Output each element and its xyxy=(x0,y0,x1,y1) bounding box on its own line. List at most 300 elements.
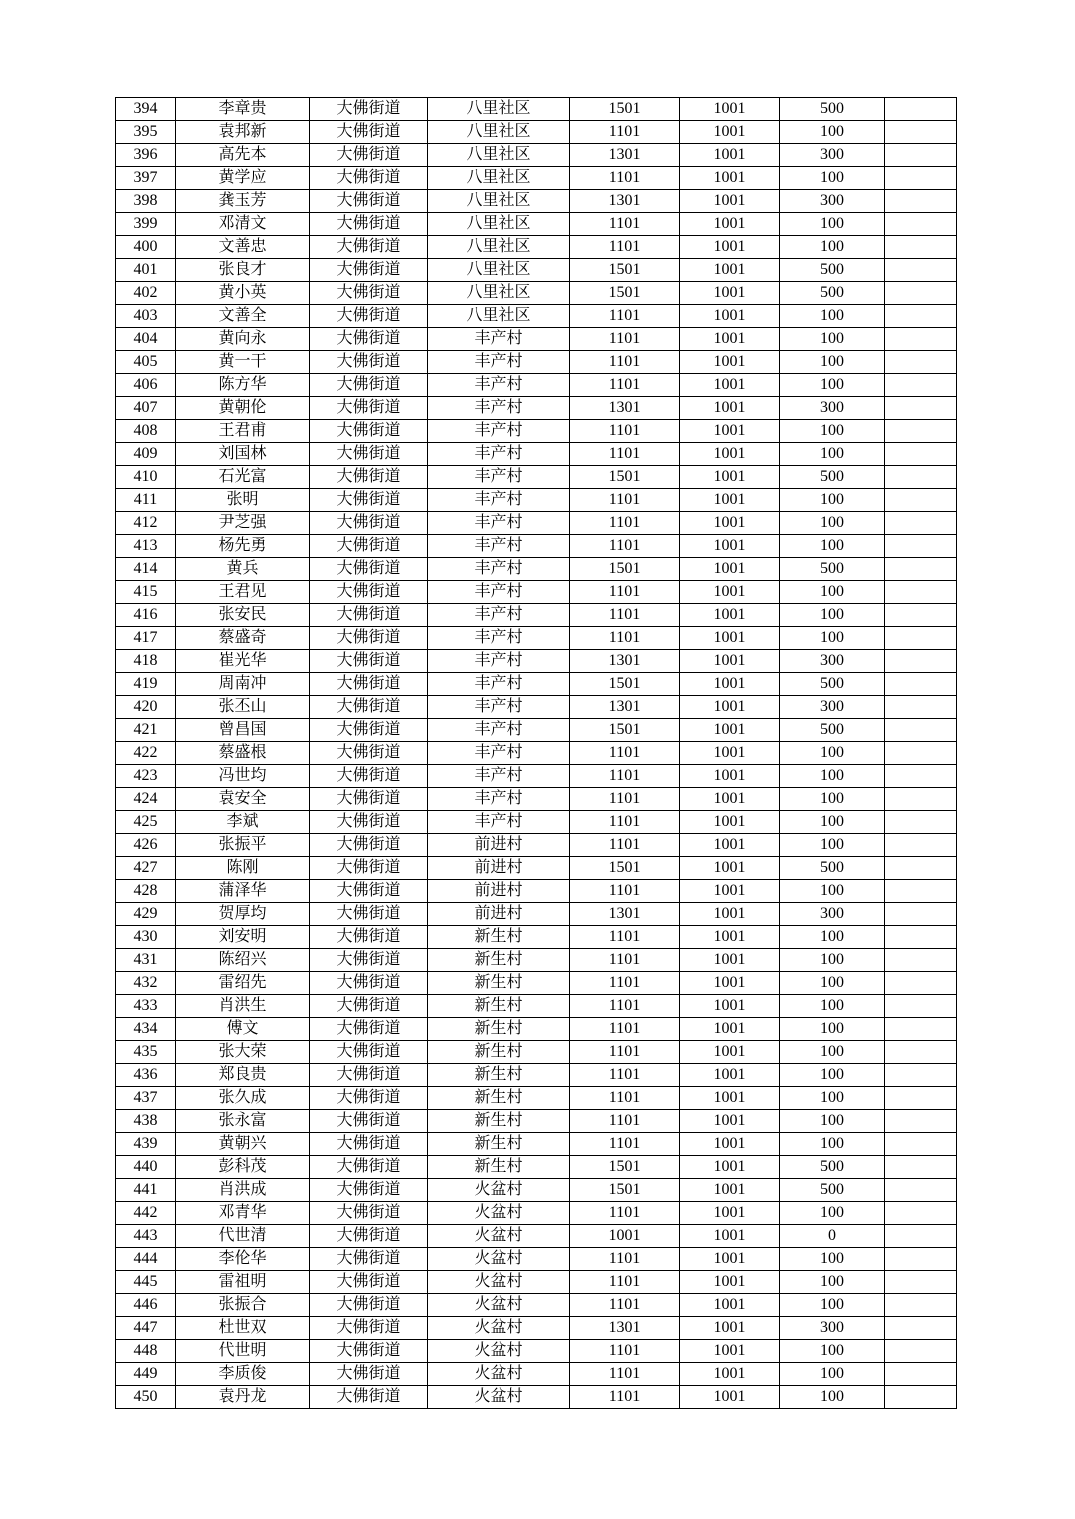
table-cell: 1101 xyxy=(570,213,680,236)
table-cell: 1001 xyxy=(680,466,780,489)
table-cell: 大佛街道 xyxy=(310,466,428,489)
table-cell: 大佛街道 xyxy=(310,880,428,903)
table-cell: 大佛街道 xyxy=(310,213,428,236)
table-cell: 1101 xyxy=(570,1340,680,1363)
table-cell: 500 xyxy=(780,466,885,489)
table-cell: 1101 xyxy=(570,1133,680,1156)
table-cell: 1101 xyxy=(570,1064,680,1087)
table-cell: 大佛街道 xyxy=(310,1110,428,1133)
table-cell: 雷祖明 xyxy=(176,1271,310,1294)
table-cell: 大佛街道 xyxy=(310,121,428,144)
table-cell: 新生村 xyxy=(428,926,570,949)
table-row xyxy=(116,1087,957,1110)
table-cell: 100 xyxy=(780,581,885,604)
table-row xyxy=(116,1340,957,1363)
table-cell xyxy=(885,121,957,144)
table-row xyxy=(116,1271,957,1294)
table-cell xyxy=(885,1340,957,1363)
table-cell: 1101 xyxy=(570,1202,680,1225)
table-cell: 丰产村 xyxy=(428,673,570,696)
table-cell xyxy=(885,1271,957,1294)
table-cell: 丰产村 xyxy=(428,420,570,443)
table-cell: 1101 xyxy=(570,581,680,604)
table-cell: 八里社区 xyxy=(428,305,570,328)
table-cell: 大佛街道 xyxy=(310,1133,428,1156)
table-cell: 八里社区 xyxy=(428,282,570,305)
table-row xyxy=(116,696,957,719)
table-cell: 500 xyxy=(780,719,885,742)
table-cell: 300 xyxy=(780,903,885,926)
table-cell: 八里社区 xyxy=(428,236,570,259)
table-cell xyxy=(885,282,957,305)
table-row xyxy=(116,420,957,443)
table-cell: 大佛街道 xyxy=(310,1064,428,1087)
table-cell: 1101 xyxy=(570,374,680,397)
table-cell: 丰产村 xyxy=(428,443,570,466)
table-cell: 大佛街道 xyxy=(310,926,428,949)
table-cell: 432 xyxy=(116,972,176,995)
table-cell xyxy=(885,144,957,167)
table-row xyxy=(116,282,957,305)
table-cell: 大佛街道 xyxy=(310,1202,428,1225)
table-cell: 500 xyxy=(780,1179,885,1202)
table-cell: 1301 xyxy=(570,696,680,719)
table-cell: 100 xyxy=(780,420,885,443)
table-cell xyxy=(885,926,957,949)
table-cell: 426 xyxy=(116,834,176,857)
table-cell: 傅文 xyxy=(176,1018,310,1041)
table-cell: 大佛街道 xyxy=(310,351,428,374)
table-cell: 大佛街道 xyxy=(310,558,428,581)
table-cell xyxy=(885,949,957,972)
table-cell: 1101 xyxy=(570,1363,680,1386)
table-cell: 100 xyxy=(780,512,885,535)
table-cell xyxy=(885,1294,957,1317)
table-cell: 100 xyxy=(780,1202,885,1225)
table-cell xyxy=(885,765,957,788)
table-cell: 贺厚均 xyxy=(176,903,310,926)
table-cell: 100 xyxy=(780,788,885,811)
table-row xyxy=(116,604,957,627)
table-cell: 500 xyxy=(780,1156,885,1179)
table-cell: 张久成 xyxy=(176,1087,310,1110)
table-cell: 409 xyxy=(116,443,176,466)
table-cell: 1001 xyxy=(680,1087,780,1110)
table-cell: 周南冲 xyxy=(176,673,310,696)
table-cell: 410 xyxy=(116,466,176,489)
table-cell: 1501 xyxy=(570,466,680,489)
table-cell: 王君甫 xyxy=(176,420,310,443)
table-cell: 441 xyxy=(116,1179,176,1202)
table-cell: 1101 xyxy=(570,765,680,788)
table-cell: 丰产村 xyxy=(428,512,570,535)
table-cell: 416 xyxy=(116,604,176,627)
table-cell xyxy=(885,259,957,282)
table-cell xyxy=(885,466,957,489)
table-cell: 1001 xyxy=(680,167,780,190)
table-cell xyxy=(885,696,957,719)
roster-table xyxy=(115,97,957,1409)
table-cell: 新生村 xyxy=(428,972,570,995)
table-cell: 八里社区 xyxy=(428,144,570,167)
table-cell: 新生村 xyxy=(428,1110,570,1133)
table-cell: 424 xyxy=(116,788,176,811)
table-cell: 419 xyxy=(116,673,176,696)
table-cell xyxy=(885,1041,957,1064)
table-cell: 394 xyxy=(116,98,176,121)
table-cell: 大佛街道 xyxy=(310,1018,428,1041)
table-cell: 100 xyxy=(780,328,885,351)
table-row xyxy=(116,144,957,167)
table-cell: 100 xyxy=(780,1340,885,1363)
table-row xyxy=(116,834,957,857)
table-cell: 100 xyxy=(780,1363,885,1386)
table-cell: 丰产村 xyxy=(428,535,570,558)
table-cell xyxy=(885,443,957,466)
table-cell: 大佛街道 xyxy=(310,305,428,328)
table-row xyxy=(116,213,957,236)
table-cell: 100 xyxy=(780,1064,885,1087)
table-cell: 100 xyxy=(780,1110,885,1133)
table-cell: 火盆村 xyxy=(428,1248,570,1271)
table-cell: 1101 xyxy=(570,236,680,259)
table-cell: 500 xyxy=(780,259,885,282)
table-cell xyxy=(885,650,957,673)
table-cell: 1001 xyxy=(680,1064,780,1087)
table-cell: 500 xyxy=(780,282,885,305)
table-cell: 1001 xyxy=(680,259,780,282)
table-cell: 1101 xyxy=(570,880,680,903)
table-cell: 大佛街道 xyxy=(310,673,428,696)
table-cell: 437 xyxy=(116,1087,176,1110)
table-cell: 张安民 xyxy=(176,604,310,627)
table-cell: 418 xyxy=(116,650,176,673)
table-row xyxy=(116,236,957,259)
table-cell: 火盆村 xyxy=(428,1294,570,1317)
table-cell: 新生村 xyxy=(428,1041,570,1064)
table-cell: 415 xyxy=(116,581,176,604)
table-cell: 袁丹龙 xyxy=(176,1386,310,1409)
table-cell: 陈刚 xyxy=(176,857,310,880)
table-row xyxy=(116,1179,957,1202)
table-cell: 396 xyxy=(116,144,176,167)
table-cell: 张振平 xyxy=(176,834,310,857)
table-cell: 丰产村 xyxy=(428,650,570,673)
table-cell: 1501 xyxy=(570,1179,680,1202)
table-cell: 大佛街道 xyxy=(310,236,428,259)
table-row xyxy=(116,811,957,834)
table-cell: 大佛街道 xyxy=(310,949,428,972)
table-cell: 大佛街道 xyxy=(310,144,428,167)
table-cell: 401 xyxy=(116,259,176,282)
table-cell: 新生村 xyxy=(428,1133,570,1156)
table-cell: 袁安全 xyxy=(176,788,310,811)
table-cell: 300 xyxy=(780,696,885,719)
table-cell xyxy=(885,1087,957,1110)
table-cell: 1001 xyxy=(680,1248,780,1271)
table-cell: 408 xyxy=(116,420,176,443)
table-cell: 1501 xyxy=(570,857,680,880)
table-cell: 大佛街道 xyxy=(310,834,428,857)
table-cell: 300 xyxy=(780,397,885,420)
table-row xyxy=(116,972,957,995)
table-cell: 火盆村 xyxy=(428,1271,570,1294)
table-cell xyxy=(885,1202,957,1225)
table-row xyxy=(116,1202,957,1225)
table-cell xyxy=(885,1110,957,1133)
table-row xyxy=(116,1018,957,1041)
table-cell xyxy=(885,995,957,1018)
table-cell: 100 xyxy=(780,374,885,397)
table-row xyxy=(116,98,957,121)
table-cell: 430 xyxy=(116,926,176,949)
table-cell: 1101 xyxy=(570,512,680,535)
table-cell: 大佛街道 xyxy=(310,535,428,558)
table-cell: 肖洪成 xyxy=(176,1179,310,1202)
table-cell: 丰产村 xyxy=(428,558,570,581)
table-cell: 八里社区 xyxy=(428,121,570,144)
table-cell: 李伦华 xyxy=(176,1248,310,1271)
table-cell: 444 xyxy=(116,1248,176,1271)
table-cell: 邓青华 xyxy=(176,1202,310,1225)
table-cell: 雷绍先 xyxy=(176,972,310,995)
table-cell xyxy=(885,1133,957,1156)
table-cell: 大佛街道 xyxy=(310,972,428,995)
table-cell: 100 xyxy=(780,742,885,765)
table-cell xyxy=(885,1018,957,1041)
table-cell: 陈绍兴 xyxy=(176,949,310,972)
table-cell: 1101 xyxy=(570,420,680,443)
table-cell: 大佛街道 xyxy=(310,98,428,121)
table-cell xyxy=(885,788,957,811)
table-cell xyxy=(885,742,957,765)
table-cell: 100 xyxy=(780,351,885,374)
table-cell: 0 xyxy=(780,1225,885,1248)
table-row xyxy=(116,1156,957,1179)
table-cell: 1001 xyxy=(680,1340,780,1363)
table-cell: 395 xyxy=(116,121,176,144)
table-cell: 1001 xyxy=(680,213,780,236)
table-cell xyxy=(885,374,957,397)
table-cell: 100 xyxy=(780,1271,885,1294)
table-cell: 1301 xyxy=(570,144,680,167)
table-cell: 406 xyxy=(116,374,176,397)
table-cell xyxy=(885,1317,957,1340)
table-cell: 前进村 xyxy=(428,880,570,903)
table-cell: 1001 xyxy=(680,995,780,1018)
table-cell: 新生村 xyxy=(428,995,570,1018)
table-cell xyxy=(885,489,957,512)
table-cell xyxy=(885,811,957,834)
table-cell: 1001 xyxy=(680,880,780,903)
table-cell: 黄学应 xyxy=(176,167,310,190)
table-cell: 1101 xyxy=(570,811,680,834)
table-cell: 李章贵 xyxy=(176,98,310,121)
document-page xyxy=(115,97,957,1409)
table-cell: 大佛街道 xyxy=(310,328,428,351)
table-cell: 1101 xyxy=(570,535,680,558)
table-cell xyxy=(885,167,957,190)
table-row xyxy=(116,673,957,696)
table-cell: 郑良贵 xyxy=(176,1064,310,1087)
table-cell: 436 xyxy=(116,1064,176,1087)
table-cell: 高先本 xyxy=(176,144,310,167)
table-cell: 王君见 xyxy=(176,581,310,604)
table-cell: 1001 xyxy=(680,926,780,949)
table-row xyxy=(116,374,957,397)
table-cell: 1001 xyxy=(680,972,780,995)
table-cell: 445 xyxy=(116,1271,176,1294)
table-cell: 1001 xyxy=(680,1018,780,1041)
table-cell: 1001 xyxy=(680,1179,780,1202)
table-cell: 414 xyxy=(116,558,176,581)
table-cell: 100 xyxy=(780,1018,885,1041)
table-cell: 大佛街道 xyxy=(310,788,428,811)
table-cell: 1101 xyxy=(570,788,680,811)
table-cell: 1001 xyxy=(680,1294,780,1317)
table-cell xyxy=(885,397,957,420)
table-cell: 丰产村 xyxy=(428,351,570,374)
table-cell: 肖洪生 xyxy=(176,995,310,1018)
table-row xyxy=(116,1363,957,1386)
table-cell: 1001 xyxy=(680,742,780,765)
table-cell xyxy=(885,420,957,443)
table-row xyxy=(116,512,957,535)
table-cell: 1101 xyxy=(570,742,680,765)
table-cell xyxy=(885,857,957,880)
table-cell: 1001 xyxy=(680,857,780,880)
table-cell: 前进村 xyxy=(428,903,570,926)
table-cell: 1001 xyxy=(680,811,780,834)
table-cell: 大佛街道 xyxy=(310,512,428,535)
table-row xyxy=(116,558,957,581)
table-cell: 文善忠 xyxy=(176,236,310,259)
table-cell: 500 xyxy=(780,558,885,581)
table-cell xyxy=(885,1363,957,1386)
table-cell: 431 xyxy=(116,949,176,972)
table-cell: 417 xyxy=(116,627,176,650)
table-cell: 大佛街道 xyxy=(310,650,428,673)
table-cell: 丰产村 xyxy=(428,765,570,788)
table-cell: 大佛街道 xyxy=(310,259,428,282)
table-cell xyxy=(885,213,957,236)
table-cell: 435 xyxy=(116,1041,176,1064)
table-cell: 439 xyxy=(116,1133,176,1156)
table-cell: 1501 xyxy=(570,259,680,282)
table-cell: 500 xyxy=(780,98,885,121)
table-cell: 文善全 xyxy=(176,305,310,328)
table-cell: 冯世均 xyxy=(176,765,310,788)
table-cell: 100 xyxy=(780,1133,885,1156)
table-row xyxy=(116,167,957,190)
table-cell: 丰产村 xyxy=(428,374,570,397)
table-cell: 大佛街道 xyxy=(310,1041,428,1064)
table-cell: 八里社区 xyxy=(428,167,570,190)
table-cell xyxy=(885,834,957,857)
table-cell: 100 xyxy=(780,1294,885,1317)
table-cell: 1001 xyxy=(680,190,780,213)
table-cell: 100 xyxy=(780,213,885,236)
table-cell: 1301 xyxy=(570,397,680,420)
table-cell: 300 xyxy=(780,190,885,213)
table-cell: 1101 xyxy=(570,351,680,374)
table-cell: 八里社区 xyxy=(428,213,570,236)
table-cell: 大佛街道 xyxy=(310,857,428,880)
table-cell: 1001 xyxy=(680,1317,780,1340)
table-cell: 442 xyxy=(116,1202,176,1225)
table-cell: 1301 xyxy=(570,903,680,926)
table-cell: 1101 xyxy=(570,604,680,627)
table-cell: 1101 xyxy=(570,121,680,144)
table-cell xyxy=(885,604,957,627)
table-cell: 425 xyxy=(116,811,176,834)
table-cell: 1001 xyxy=(680,1386,780,1409)
table-cell: 黄小英 xyxy=(176,282,310,305)
table-cell: 大佛街道 xyxy=(310,1317,428,1340)
table-cell: 曾昌国 xyxy=(176,719,310,742)
table-cell: 大佛街道 xyxy=(310,489,428,512)
table-cell: 陈方华 xyxy=(176,374,310,397)
table-cell: 丰产村 xyxy=(428,397,570,420)
table-cell: 丰产村 xyxy=(428,466,570,489)
table-cell: 丰产村 xyxy=(428,719,570,742)
table-cell: 1001 xyxy=(680,121,780,144)
table-cell: 黄朝兴 xyxy=(176,1133,310,1156)
table-cell: 1001 xyxy=(680,420,780,443)
table-cell: 代世明 xyxy=(176,1340,310,1363)
table-row xyxy=(116,1248,957,1271)
table-cell: 大佛街道 xyxy=(310,1225,428,1248)
table-cell: 100 xyxy=(780,305,885,328)
table-row xyxy=(116,627,957,650)
table-cell: 新生村 xyxy=(428,1087,570,1110)
table-cell: 1101 xyxy=(570,1041,680,1064)
table-cell: 1501 xyxy=(570,282,680,305)
table-cell: 1301 xyxy=(570,190,680,213)
table-cell: 丰产村 xyxy=(428,742,570,765)
table-cell: 448 xyxy=(116,1340,176,1363)
table-cell: 李斌 xyxy=(176,811,310,834)
table-cell: 1101 xyxy=(570,1271,680,1294)
table-cell: 大佛街道 xyxy=(310,397,428,420)
table-cell xyxy=(885,1064,957,1087)
table-cell: 100 xyxy=(780,627,885,650)
table-cell: 丰产村 xyxy=(428,328,570,351)
table-cell: 1301 xyxy=(570,1317,680,1340)
table-cell: 龚玉芳 xyxy=(176,190,310,213)
table-cell: 434 xyxy=(116,1018,176,1041)
table-cell xyxy=(885,1225,957,1248)
table-cell: 1101 xyxy=(570,972,680,995)
table-cell: 1001 xyxy=(680,604,780,627)
table-row xyxy=(116,926,957,949)
table-cell: 420 xyxy=(116,696,176,719)
table-cell: 1301 xyxy=(570,650,680,673)
table-cell: 大佛街道 xyxy=(310,1386,428,1409)
table-cell: 402 xyxy=(116,282,176,305)
table-cell: 412 xyxy=(116,512,176,535)
table-cell: 1001 xyxy=(680,374,780,397)
table-cell: 蒲泽华 xyxy=(176,880,310,903)
table-cell: 1501 xyxy=(570,98,680,121)
table-row xyxy=(116,328,957,351)
table-cell xyxy=(885,98,957,121)
table-row xyxy=(116,880,957,903)
table-cell: 1101 xyxy=(570,834,680,857)
table-row xyxy=(116,719,957,742)
table-cell: 大佛街道 xyxy=(310,420,428,443)
table-cell: 100 xyxy=(780,1386,885,1409)
